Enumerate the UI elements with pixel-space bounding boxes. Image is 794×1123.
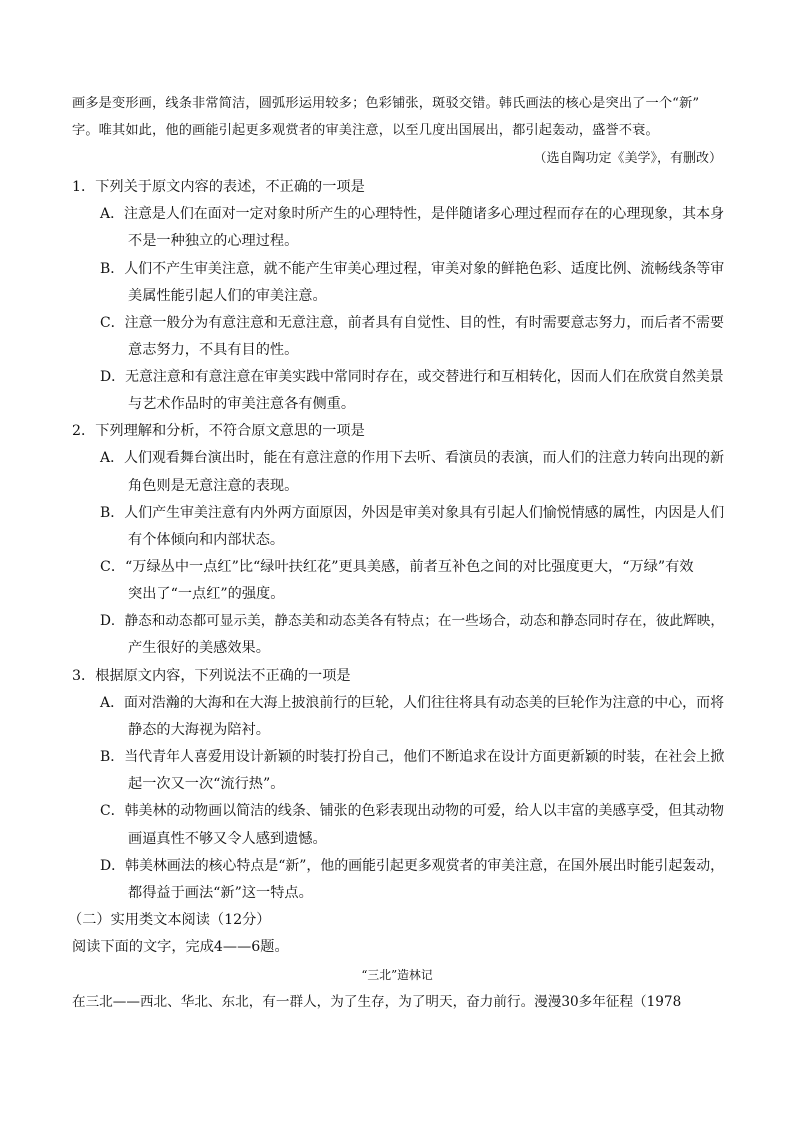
option-a-cont: 角色则是无意注意的表现。 (128, 478, 299, 494)
intro-line: 字。唯其如此，他的画能引起更多观赏者的审美注意，以至几度出国展出，都引起轰动，盛誉不衰。 (72, 123, 659, 138)
source-citation: （选自陶功定《美学》，有删改） (533, 151, 722, 166)
option-c[interactable]: C．韩美林的动物画以简洁的线条、铺张的色彩表现出动物的可爱，给人以丰富的美感享受，但其动物 (100, 803, 724, 819)
option-d[interactable]: D．静态和动态都可显示美，静态美和动态美各有特点；在一些场合，动态和静态同时存在，彼此辉映， (100, 613, 725, 629)
option-d-cont: 都得益于画法“新”这一特点。 (128, 885, 313, 901)
option-a[interactable]: A．人们观看舞台演出时，能在有意注意的作用下去听、看演员的表演，而人们的注意力转向出现的新 (100, 450, 725, 466)
question-stem: 3．根据原文内容，下列说法不正确的一项是 (72, 668, 351, 684)
option-c[interactable]: C．“万绿丛中一点红”比“绿叶扶红花”更具美感，前者互补色之间的对比强度更大，“万绿”有效 (100, 559, 694, 575)
option-c-cont: 意志努力，不具有目的性。 (128, 342, 299, 358)
option-d-cont: 与艺术作品时的审美注意各有侧重。 (128, 396, 356, 412)
article-title: “三北”造林记 (361, 968, 433, 982)
option-a-cont: 不是一种独立的心理过程。 (128, 233, 299, 249)
article-paragraph: 在三北——西北、华北、东北，有一群人，为了生存，为了明天，奋力前行。漫漫30多年征程（1978 (72, 994, 682, 1010)
option-b-cont: 起一次又一次“流行热”。 (128, 776, 285, 792)
option-a[interactable]: A．面对浩瀚的大海和在大海上披浪前行的巨轮，人们往往将具有动态美的巨轮作为注意的中心，而将 (100, 695, 725, 711)
option-b[interactable]: B．当代青年人喜爱用设计新颖的时装打扮自己，他们不断追求在设计方面更新颖的时装，在社会上掀 (100, 749, 725, 765)
option-d[interactable]: D．无意注意和有意注意在审美实践中常同时存在，或交替进行和互相转化，因而人们在欣赏自然美景 (100, 369, 724, 385)
section-heading: （二）实用类文本阅读（12分） (68, 912, 271, 928)
option-b[interactable]: B．人们产生审美注意有内外两方面原因，外因是审美对象具有引起人们愉悦情感的属性，内因是人们 (100, 505, 725, 521)
option-b[interactable]: B．人们不产生审美注意，就不能产生审美心理过程，审美对象的鲜艳色彩、适度比例、流畅线条等审 (100, 261, 725, 277)
question-stem: 1．下列关于原文内容的表述，不正确的一项是 (72, 179, 365, 195)
option-c-cont: 突出了“一点红”的强度。 (128, 586, 285, 602)
question-stem: 2．下列理解和分析，不符合原文意思的一项是 (72, 423, 365, 439)
option-d-cont: 产生很好的美感效果。 (128, 640, 270, 656)
option-d[interactable]: D．韩美林画法的核心特点是“新”，他的画能引起更多观赏者的审美注意，在国外展出时能引起轰动， (100, 858, 725, 874)
option-b-cont: 美属性能引起人们的审美注意。 (128, 288, 327, 304)
option-a[interactable]: A．注意是人们在面对一定对象时所产生的心理特性，是伴随诸多心理过程而存在的心理现象，其本身 (100, 206, 725, 222)
option-c[interactable]: C．注意一般分为有意注意和无意注意，前者具有自觉性、目的性，有时需要意志努力，而后者不需要 (100, 315, 724, 331)
intro-line: 画多是变形画，线条非常简洁，圆弧形运用较多；色彩铺张，斑驳交错。韩氏画法的核心是突出了一个“新” (72, 96, 700, 111)
option-a-cont: 静态的大海视为陪衬。 (128, 722, 270, 738)
option-b-cont: 有个体倾向和内部状态。 (128, 532, 285, 548)
option-c-cont: 画逼真性不够又令人感到遗憾。 (128, 831, 327, 847)
section-instruction: 阅读下面的文字，完成4——6题。 (72, 939, 289, 955)
